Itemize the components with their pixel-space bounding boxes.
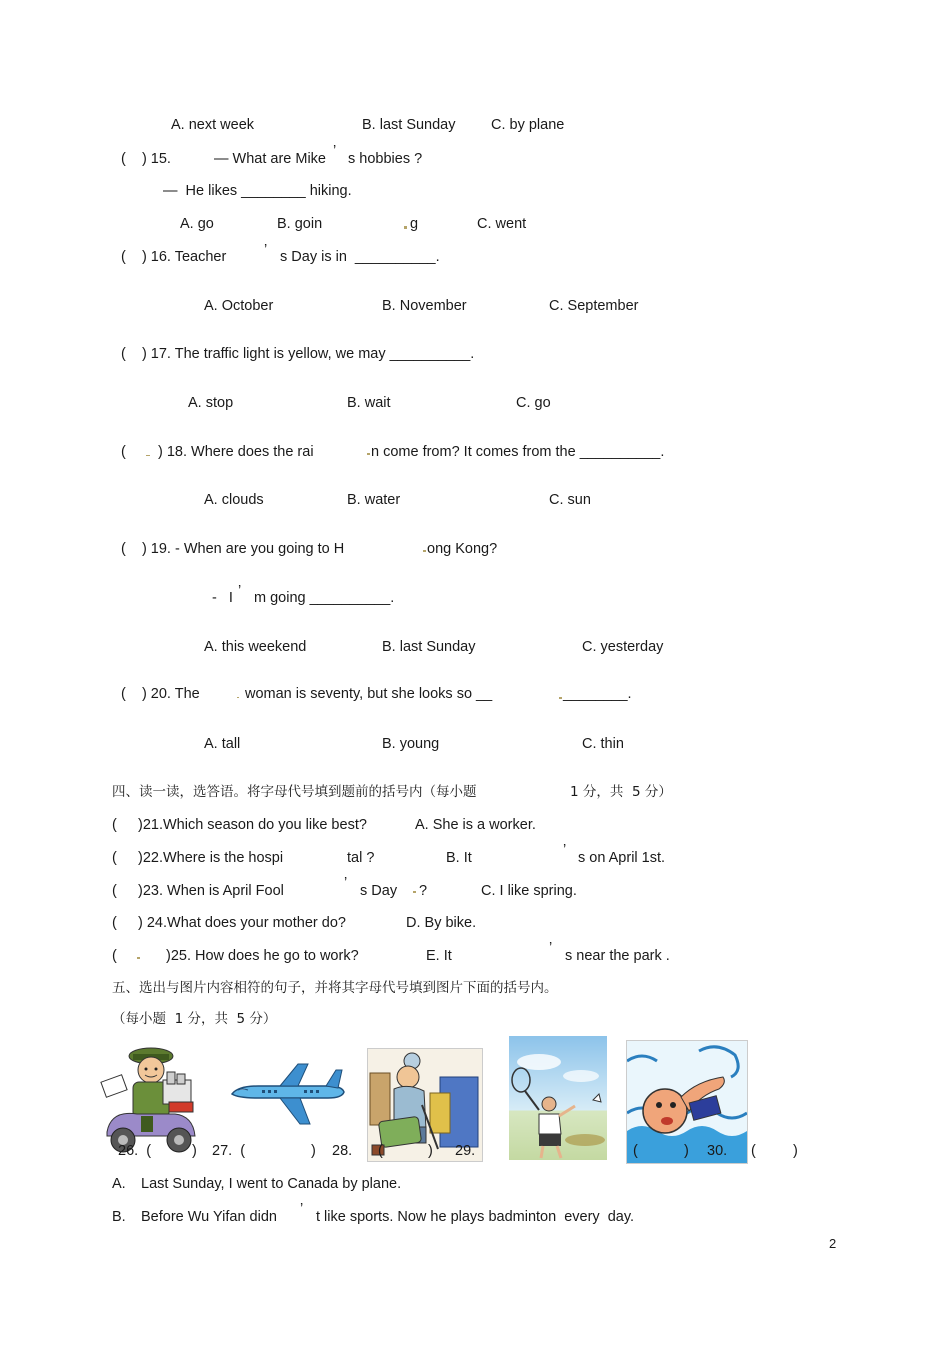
- q19-answer: - I: [212, 590, 233, 606]
- section5-subheading: （每小题 1 分，共 5 分）: [112, 1011, 277, 1027]
- sentence-b-text: Before Wu Yifan didn: [141, 1209, 277, 1225]
- q14-option-b: B. last Sunday: [362, 117, 456, 133]
- q30-label: 30.: [707, 1143, 728, 1159]
- scan-speck: [237, 697, 239, 698]
- q20-option-b: B. young: [382, 736, 440, 752]
- q15-option-c: C. went: [477, 216, 527, 232]
- section4-heading: 四、读一读，选答语。将字母代号填到题前的括号内（每小题: [112, 784, 477, 800]
- q30-bracket-close: ): [793, 1143, 798, 1159]
- scan-speck: [367, 453, 370, 455]
- q21-question: )21.Which season do you like best?: [138, 817, 367, 833]
- q14-option-c: C. by plane: [491, 117, 565, 133]
- q20-question: ( ) 20. The: [121, 686, 200, 702]
- option-e-end: s near the park .: [565, 948, 670, 964]
- q15-bracket: ( ) 15.: [121, 151, 171, 167]
- scan-speck: [146, 455, 150, 456]
- q18-option-c: C. sun: [549, 492, 591, 508]
- q19-option-c: C. yesterday: [582, 639, 664, 655]
- q19-question-end: ong Kong?: [427, 541, 498, 557]
- section5-heading: 五、选出与图片内容相符的句子，并将其字母代号填到图片下面的括号内。: [112, 980, 558, 996]
- q17-question: ( ) 17. The traffic light is yellow, we may __________.: [121, 346, 475, 362]
- airplane-image: [228, 1060, 348, 1130]
- q19-question: ( ) 19. - When are you going to H: [121, 541, 345, 557]
- q23-bracket: (: [112, 883, 117, 899]
- q25-question: )25. How does he go to work?: [166, 948, 359, 964]
- q23-question: )23. When is April Fool: [138, 883, 284, 899]
- q15-option-a: A. go: [180, 216, 214, 232]
- q15-question: — What are Mike: [214, 151, 326, 167]
- q25-bracket: (: [112, 948, 117, 964]
- option-a: A. She is a worker.: [415, 817, 536, 833]
- q18-question: ) 18. Where does the rai: [158, 444, 314, 460]
- scan-speck: [137, 957, 140, 959]
- q16-option-b: B. November: [382, 298, 467, 314]
- option-e-apostrophe: ’: [549, 940, 553, 956]
- option-b: B. It: [446, 850, 472, 866]
- section4-heading-score: 1 分，共 5 分）: [570, 784, 672, 800]
- option-b-apostrophe: ’: [563, 842, 567, 858]
- sentence-b-letter: B.: [112, 1209, 126, 1225]
- q15-option-b: B. goin: [277, 216, 323, 232]
- q16-option-a: A. October: [204, 298, 274, 314]
- q30-bracket-open: (: [751, 1143, 756, 1159]
- q28-label: 28.: [332, 1143, 353, 1159]
- q24-question: ) 24.What does your mother do?: [138, 915, 346, 931]
- q23-question-end: ?: [419, 883, 428, 899]
- q18-option-b: B. water: [347, 492, 401, 508]
- badminton-image: [509, 1036, 607, 1160]
- q26-label: 26. (: [118, 1143, 152, 1159]
- q15-option-b-end: g: [410, 216, 419, 232]
- q20-question-mid: woman is seventy, but she looks so __: [245, 686, 493, 702]
- sentence-a-text: Last Sunday, I went to Canada by plane.: [141, 1176, 402, 1192]
- q14-option-a: A. next week: [171, 117, 255, 133]
- q15-answer: — He likes ________ hiking.: [163, 183, 352, 199]
- q22-question: )22.Where is the hospi: [138, 850, 284, 866]
- q18-question-end: n come from? It comes from the __________.: [371, 444, 665, 460]
- q19-option-b: B. last Sunday: [382, 639, 476, 655]
- q20-option-a: A. tall: [204, 736, 241, 752]
- q28-bracket-open: (: [378, 1143, 383, 1159]
- q18-option-a: A. clouds: [204, 492, 264, 508]
- option-d: D. By bike.: [406, 915, 477, 931]
- scan-speck: [423, 550, 426, 552]
- q15-apostrophe: ’: [333, 143, 337, 159]
- q16-apostrophe: ’: [264, 242, 268, 258]
- q16-question-end: s Day is in __________.: [280, 249, 440, 265]
- q23-question-mid: s Day: [360, 883, 398, 899]
- q17-option-a: A. stop: [188, 395, 234, 411]
- q29-bracket-open: (: [633, 1143, 638, 1159]
- q20-option-c: C. thin: [582, 736, 624, 752]
- option-b-end: s on April 1st.: [578, 850, 666, 866]
- q17-option-b: B. wait: [347, 395, 391, 411]
- q27-label: 27. (: [212, 1143, 246, 1159]
- q17-option-c: C. go: [516, 395, 551, 411]
- q22-question-end: tal ?: [347, 850, 375, 866]
- q18-bracket: (: [121, 444, 126, 460]
- q28-bracket-close: ): [428, 1143, 433, 1159]
- q23-apostrophe: ’: [344, 875, 348, 891]
- q24-bracket: (: [112, 915, 117, 931]
- page-number: 2: [829, 1236, 837, 1251]
- scan-speck: [413, 891, 416, 893]
- q16-option-c: C. September: [549, 298, 639, 314]
- sentence-a-letter: A.: [112, 1176, 126, 1192]
- q16-question: ( ) 16. Teacher: [121, 249, 227, 265]
- sentence-b-text-end: t like sports. Now he plays badminton every day.: [316, 1209, 635, 1225]
- q21-bracket: (: [112, 817, 117, 833]
- q20-question-end: ________.: [563, 686, 632, 702]
- sentence-b-apostrophe: ’: [300, 1201, 304, 1217]
- q19-option-a: A. this weekend: [204, 639, 307, 655]
- q27-bracket-close: ): [311, 1143, 316, 1159]
- q29-label: 29.: [455, 1143, 476, 1159]
- q26-bracket-close: ): [192, 1143, 197, 1159]
- scan-speck: [559, 697, 562, 699]
- q22-bracket: (: [112, 850, 117, 866]
- option-c: C. I like spring.: [481, 883, 577, 899]
- postman-scooter-image: [97, 1040, 201, 1156]
- option-e: E. It: [426, 948, 452, 964]
- q29-bracket-close: ): [684, 1143, 689, 1159]
- scan-speck: [404, 226, 407, 229]
- q19-apostrophe: ’: [238, 583, 242, 599]
- q19-answer-end: m going __________.: [254, 590, 395, 606]
- q15-question-end: s hobbies ?: [348, 151, 423, 167]
